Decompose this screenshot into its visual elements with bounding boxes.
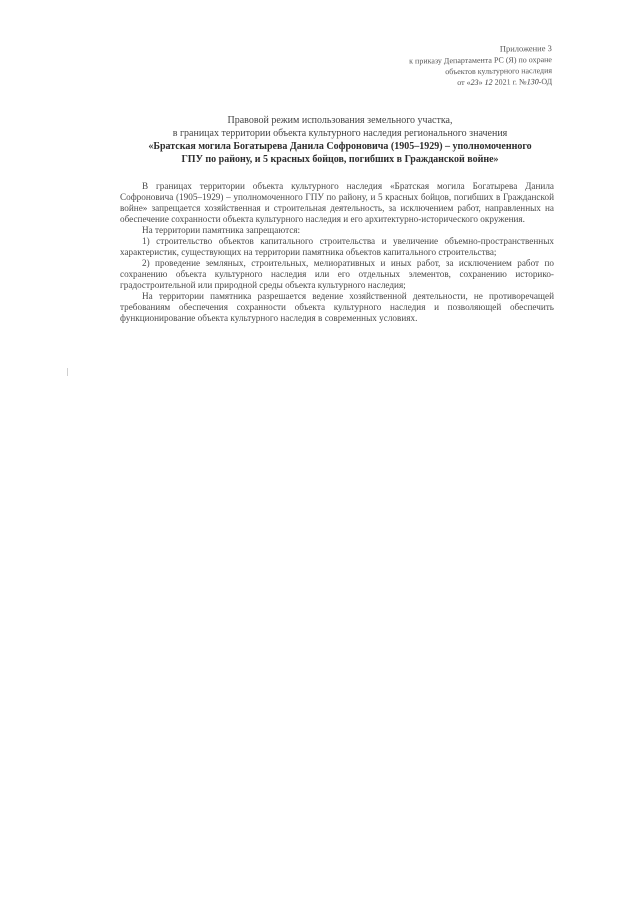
approval-stamp [372, 43, 552, 89]
document-body [120, 181, 554, 324]
approval-year: 2021 г. № [492, 77, 527, 87]
title-line-1: Правовой режим использования земельного участка, [227, 115, 453, 126]
approval-order-line: к приказу Департамента РС (Я) по охране [409, 55, 552, 66]
body-paragraph-5: На территории памятника разрешается ведение хозяйственной деятельности, не противоречащей требованиям обеспечения сохранности объекта культурного наследия и позволяющей обеспечить функционирование объекта культурного наследия в современных условиях. [120, 291, 554, 323]
approval-date-prefix: от « [457, 77, 471, 88]
approval-day: 23 [470, 77, 479, 87]
title-line-2: в границах территории объекта культурного наследия регионального значения [172, 128, 508, 139]
body-paragraph-4: 2) проведение земляных, строительных, мелиоративных и иных работ, за исключением работ по сохранению объекта культурного наследия или его отдельных элементов, сохранению историко-градостроительной или природной среды объекта культурного наследия; [120, 258, 554, 290]
title-line-3: «Братская могила Богатырева Данила Софроновича (1905–1929) – уполномоченного [148, 141, 532, 152]
approval-suffix: -ОД [538, 77, 553, 87]
approval-header: Приложение 3 [499, 43, 552, 54]
scan-speck [67, 368, 68, 376]
body-paragraph-2: На территории памятника запрещаются: [142, 225, 301, 235]
body-paragraph-3: 1) строительство объектов капитального строительства и увеличение объемно-пространственных характеристик, существующих на территории памятника объектов капитального строительства; [120, 236, 554, 257]
approval-number: 130 [526, 77, 539, 87]
approval-date-line [372, 76, 552, 89]
title-line-4: ГПУ по району, и 5 красных бойцов, погибших в Гражданской войне» [181, 154, 499, 165]
document-title [100, 114, 580, 166]
body-paragraph-1: В границах территории объекта культурного наследия «Братская могила Богатырева Данила Софроновича (1905–1929) – уполномоченного ГПУ по району, и 5 красных бойцов, погибших в Гражданской войне» запрещается хозяйственная и строительная деятельность, за исключением работ, направленных на обеспечение сохранности объекта культурного наследия и его архитектурно-исторического окружения. [120, 181, 554, 224]
approval-month: 12 [484, 77, 493, 87]
approval-date-mid: » [478, 77, 485, 87]
approval-department-line: объектов культурного наследия [445, 66, 553, 77]
